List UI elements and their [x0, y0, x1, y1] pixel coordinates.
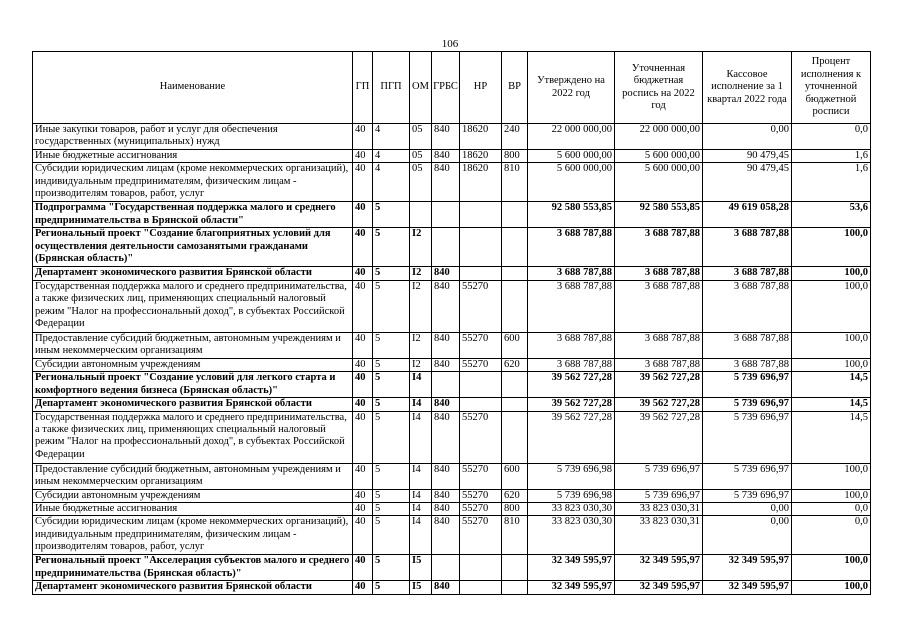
row-approved: 5 600 000,00 — [528, 163, 615, 202]
row-grbs: 840 — [432, 124, 460, 150]
row-name: Подпрограмма "Государственная поддержка малого и среднего предпринимательства в Брянской области" — [33, 202, 353, 228]
row-grbs: 840 — [432, 163, 460, 202]
row-grbs: 840 — [432, 150, 460, 163]
row-name: Региональный проект "Создание условий для легкого старта и комфортного ведения бизнеса (Брянская область)" — [33, 372, 353, 398]
row-cash: 5 739 696,97 — [703, 463, 792, 489]
row-percent: 100,0 — [792, 489, 871, 502]
row-grbs: 840 — [432, 411, 460, 463]
row-grbs: 840 — [432, 398, 460, 411]
table-row — [33, 202, 871, 228]
row-ppgp: 5 — [373, 555, 410, 581]
row-approved: 92 580 553,85 — [528, 202, 615, 228]
row-vr — [502, 267, 528, 280]
row-om: I5 — [410, 581, 432, 594]
table-row — [33, 150, 871, 163]
row-vr: 810 — [502, 163, 528, 202]
row-percent: 100,0 — [792, 228, 871, 267]
row-name: Департамент экономического развития Брянской области — [33, 581, 353, 594]
row-nr: 55270 — [460, 503, 502, 516]
row-vr — [502, 581, 528, 594]
row-om: 05 — [410, 163, 432, 202]
row-name: Предоставление субсидий бюджетным, автономным учреждениям и иным некоммерческим организациям — [33, 463, 353, 489]
row-name: Иные бюджетные ассигнования — [33, 503, 353, 516]
table-row — [33, 332, 871, 358]
table-row — [33, 267, 871, 280]
header-grbs: ГРБС — [432, 52, 460, 124]
row-ppgp: 5 — [373, 280, 410, 332]
row-cash: 3 688 787,88 — [703, 228, 792, 267]
row-refined: 5 739 696,97 — [615, 489, 703, 502]
row-om — [410, 202, 432, 228]
row-gp: 40 — [353, 332, 373, 358]
row-name: Предоставление субсидий бюджетным, автономным учреждениям и иным некоммерческим организациям — [33, 332, 353, 358]
row-nr — [460, 372, 502, 398]
row-approved: 3 688 787,88 — [528, 280, 615, 332]
row-nr: 55270 — [460, 358, 502, 371]
row-vr: 810 — [502, 516, 528, 555]
row-cash: 5 739 696,97 — [703, 411, 792, 463]
row-vr — [502, 411, 528, 463]
row-grbs — [432, 228, 460, 267]
row-name: Государственная поддержка малого и среднего предпринимательства, а также физических лиц, применяющих специальный налоговый режим "Налог на профессиональный доход", в субъектах Российской Федерации — [33, 411, 353, 463]
header-ppgp: ПГП — [373, 52, 410, 124]
row-cash: 3 688 787,88 — [703, 332, 792, 358]
row-ppgp: 5 — [373, 332, 410, 358]
row-grbs: 840 — [432, 489, 460, 502]
row-refined: 39 562 727,28 — [615, 398, 703, 411]
row-approved: 33 823 030,30 — [528, 503, 615, 516]
row-ppgp: 5 — [373, 516, 410, 555]
row-ppgp: 5 — [373, 202, 410, 228]
row-vr — [502, 372, 528, 398]
row-grbs: 840 — [432, 463, 460, 489]
row-refined: 5 739 696,97 — [615, 463, 703, 489]
page-number: 106 — [441, 38, 459, 50]
row-ppgp: 4 — [373, 124, 410, 150]
row-approved: 32 349 595,97 — [528, 581, 615, 594]
row-refined: 3 688 787,88 — [615, 358, 703, 371]
row-om: I2 — [410, 280, 432, 332]
row-refined: 32 349 595,97 — [615, 581, 703, 594]
row-name: Региональный проект "Акселерация субъектов малого и среднего предпринимательства (Брянская область)" — [33, 555, 353, 581]
table-row — [33, 280, 871, 332]
row-approved: 5 739 696,98 — [528, 463, 615, 489]
row-refined: 5 600 000,00 — [615, 163, 703, 202]
row-name: Субсидии юридическим лицам (кроме некоммерческих организаций), индивидуальным предпринимателям, физическим лицам - производителям товаров, работ, услуг — [33, 516, 353, 555]
row-name: Департамент экономического развития Брянской области — [33, 267, 353, 280]
row-grbs: 840 — [432, 581, 460, 594]
row-percent: 100,0 — [792, 267, 871, 280]
row-percent: 14,5 — [792, 411, 871, 463]
row-name: Субсидии автономным учреждениям — [33, 489, 353, 502]
row-percent: 0,0 — [792, 124, 871, 150]
table-row — [33, 398, 871, 411]
table-row — [33, 358, 871, 371]
row-ppgp: 5 — [373, 228, 410, 267]
row-vr — [502, 280, 528, 332]
row-cash: 5 739 696,97 — [703, 489, 792, 502]
row-cash: 32 349 595,97 — [703, 581, 792, 594]
table-row — [33, 124, 871, 150]
row-gp: 40 — [353, 228, 373, 267]
row-ppgp: 5 — [373, 267, 410, 280]
row-ppgp: 5 — [373, 463, 410, 489]
row-cash: 3 688 787,88 — [703, 358, 792, 371]
table-row — [33, 503, 871, 516]
row-om: I4 — [410, 463, 432, 489]
row-name: Региональный проект "Создание благоприятных условий для осуществления деятельности самозанятыми гражданами (Брянская область)" — [33, 228, 353, 267]
row-name: Иные бюджетные ассигнования — [33, 150, 353, 163]
row-cash: 90 479,45 — [703, 150, 792, 163]
row-gp: 40 — [353, 163, 373, 202]
row-refined: 3 688 787,88 — [615, 267, 703, 280]
row-nr: 55270 — [460, 516, 502, 555]
row-vr — [502, 398, 528, 411]
row-percent: 100,0 — [792, 280, 871, 332]
row-vr — [502, 555, 528, 581]
table-row — [33, 163, 871, 202]
row-percent: 0,0 — [792, 516, 871, 555]
row-percent: 100,0 — [792, 555, 871, 581]
header-gp: ГП — [353, 52, 373, 124]
row-cash: 5 739 696,97 — [703, 398, 792, 411]
row-vr: 240 — [502, 124, 528, 150]
row-cash: 5 739 696,97 — [703, 372, 792, 398]
row-percent: 1,6 — [792, 163, 871, 202]
row-nr — [460, 267, 502, 280]
table-row — [33, 581, 871, 594]
row-nr: 18620 — [460, 150, 502, 163]
header-percent: Процент исполнения к уточненной бюджетной росписи — [792, 52, 871, 124]
row-ppgp: 5 — [373, 358, 410, 371]
row-percent: 14,5 — [792, 398, 871, 411]
row-gp: 40 — [353, 267, 373, 280]
header-nr: НР — [460, 52, 502, 124]
row-cash: 0,00 — [703, 516, 792, 555]
row-percent: 100,0 — [792, 463, 871, 489]
row-percent: 53,6 — [792, 202, 871, 228]
row-grbs: 840 — [432, 280, 460, 332]
row-vr — [502, 228, 528, 267]
row-cash: 0,00 — [703, 124, 792, 150]
row-nr: 55270 — [460, 489, 502, 502]
row-approved: 5 739 696,98 — [528, 489, 615, 502]
row-nr: 55270 — [460, 332, 502, 358]
row-ppgp: 4 — [373, 150, 410, 163]
row-approved: 5 600 000,00 — [528, 150, 615, 163]
row-name: Субсидии автономным учреждениям — [33, 358, 353, 371]
row-refined: 32 349 595,97 — [615, 555, 703, 581]
row-name: Государственная поддержка малого и среднего предпринимательства, а также физических лиц, применяющих специальный налоговый режим "Налог на профессиональный доход", в субъектах Российской Федерации — [33, 280, 353, 332]
row-grbs: 840 — [432, 516, 460, 555]
row-ppgp: 5 — [373, 398, 410, 411]
header-approved: Утверждено на 2022 год — [528, 52, 615, 124]
row-refined: 5 600 000,00 — [615, 150, 703, 163]
row-vr: 600 — [502, 332, 528, 358]
row-grbs: 840 — [432, 358, 460, 371]
row-cash: 49 619 058,28 — [703, 202, 792, 228]
row-om: I4 — [410, 372, 432, 398]
header-refined: Уточненная бюджетная роспись на 2022 год — [615, 52, 703, 124]
row-nr: 18620 — [460, 163, 502, 202]
row-name: Иные закупки товаров, работ и услуг для обеспечения государственных (муниципальных) нужд — [33, 124, 353, 150]
row-om: I4 — [410, 398, 432, 411]
row-gp: 40 — [353, 489, 373, 502]
table-row — [33, 489, 871, 502]
row-approved: 39 562 727,28 — [528, 411, 615, 463]
row-percent: 100,0 — [792, 358, 871, 371]
row-percent: 100,0 — [792, 581, 871, 594]
row-gp: 40 — [353, 503, 373, 516]
row-refined: 3 688 787,88 — [615, 332, 703, 358]
row-refined: 39 562 727,28 — [615, 372, 703, 398]
table-row — [33, 372, 871, 398]
row-gp: 40 — [353, 358, 373, 371]
row-grbs: 840 — [432, 503, 460, 516]
row-nr: 55270 — [460, 411, 502, 463]
row-name: Субсидии юридическим лицам (кроме некоммерческих организаций), индивидуальным предпринимателям, физическим лицам - производителям товаров, работ, услуг — [33, 163, 353, 202]
row-gp: 40 — [353, 463, 373, 489]
row-percent: 1,6 — [792, 150, 871, 163]
row-approved: 32 349 595,97 — [528, 555, 615, 581]
row-gp: 40 — [353, 124, 373, 150]
row-percent: 14,5 — [792, 372, 871, 398]
row-approved: 39 562 727,28 — [528, 372, 615, 398]
row-om: I2 — [410, 228, 432, 267]
row-vr: 620 — [502, 358, 528, 371]
row-approved: 33 823 030,30 — [528, 516, 615, 555]
row-nr: 55270 — [460, 463, 502, 489]
row-approved: 3 688 787,88 — [528, 332, 615, 358]
row-grbs — [432, 202, 460, 228]
row-vr: 800 — [502, 503, 528, 516]
row-name: Департамент экономического развития Брянской области — [33, 398, 353, 411]
row-percent: 0,0 — [792, 503, 871, 516]
row-gp: 40 — [353, 398, 373, 411]
row-nr — [460, 581, 502, 594]
table-row — [33, 516, 871, 555]
row-ppgp: 5 — [373, 489, 410, 502]
budget-table — [32, 51, 871, 595]
row-ppgp: 5 — [373, 581, 410, 594]
row-om: 05 — [410, 150, 432, 163]
row-gp: 40 — [353, 581, 373, 594]
table-body — [33, 124, 871, 595]
row-om: I4 — [410, 503, 432, 516]
row-refined: 3 688 787,88 — [615, 280, 703, 332]
row-vr: 800 — [502, 150, 528, 163]
row-approved: 39 562 727,28 — [528, 398, 615, 411]
header-cash: Кассовое исполнение за 1 квартал 2022 года — [703, 52, 792, 124]
table-row — [33, 555, 871, 581]
table-header-row — [33, 52, 871, 124]
header-name: Наименование — [33, 52, 353, 124]
row-vr: 620 — [502, 489, 528, 502]
row-om: I2 — [410, 358, 432, 371]
row-grbs: 840 — [432, 332, 460, 358]
row-gp: 40 — [353, 372, 373, 398]
row-cash: 0,00 — [703, 503, 792, 516]
row-gp: 40 — [353, 150, 373, 163]
row-gp: 40 — [353, 411, 373, 463]
table-row — [33, 463, 871, 489]
row-om: I5 — [410, 555, 432, 581]
row-vr — [502, 202, 528, 228]
row-om: I2 — [410, 332, 432, 358]
row-ppgp: 5 — [373, 503, 410, 516]
row-om: 05 — [410, 124, 432, 150]
row-refined: 33 823 030,31 — [615, 516, 703, 555]
row-nr: 55270 — [460, 280, 502, 332]
row-gp: 40 — [353, 280, 373, 332]
row-cash: 32 349 595,97 — [703, 555, 792, 581]
row-nr — [460, 202, 502, 228]
row-refined: 3 688 787,88 — [615, 228, 703, 267]
row-ppgp: 5 — [373, 372, 410, 398]
table-row — [33, 411, 871, 463]
row-nr — [460, 555, 502, 581]
row-grbs — [432, 372, 460, 398]
row-approved: 3 688 787,88 — [528, 358, 615, 371]
row-ppgp: 4 — [373, 163, 410, 202]
row-nr — [460, 228, 502, 267]
row-vr: 600 — [502, 463, 528, 489]
row-om: I2 — [410, 267, 432, 280]
row-nr — [460, 398, 502, 411]
row-gp: 40 — [353, 555, 373, 581]
row-cash: 3 688 787,88 — [703, 280, 792, 332]
row-refined: 33 823 030,31 — [615, 503, 703, 516]
row-gp: 40 — [353, 516, 373, 555]
row-percent: 100,0 — [792, 332, 871, 358]
row-refined: 22 000 000,00 — [615, 124, 703, 150]
row-approved: 3 688 787,88 — [528, 228, 615, 267]
row-grbs — [432, 555, 460, 581]
row-cash: 3 688 787,88 — [703, 267, 792, 280]
row-refined: 39 562 727,28 — [615, 411, 703, 463]
row-nr: 18620 — [460, 124, 502, 150]
row-approved: 3 688 787,88 — [528, 267, 615, 280]
row-approved: 22 000 000,00 — [528, 124, 615, 150]
row-grbs: 840 — [432, 267, 460, 280]
row-cash: 90 479,45 — [703, 163, 792, 202]
row-om: I4 — [410, 411, 432, 463]
table-row — [33, 228, 871, 267]
header-om: ОМ — [410, 52, 432, 124]
row-gp: 40 — [353, 202, 373, 228]
row-ppgp: 5 — [373, 411, 410, 463]
row-om: I4 — [410, 516, 432, 555]
row-om: I4 — [410, 489, 432, 502]
row-refined: 92 580 553,85 — [615, 202, 703, 228]
header-vr: ВР — [502, 52, 528, 124]
